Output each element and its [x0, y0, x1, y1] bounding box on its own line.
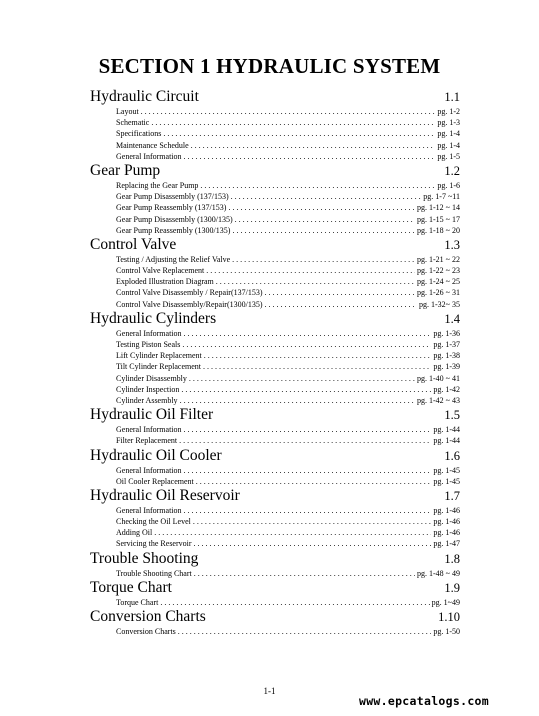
- toc-entry[interactable]: [90, 287, 460, 298]
- entry-page: pg. 1-12 ~ 14: [417, 203, 460, 213]
- toc-entry[interactable]: [90, 299, 460, 310]
- toc-section: [90, 608, 460, 637]
- toc-entry[interactable]: [90, 117, 460, 128]
- section-title: Hydraulic Oil Filter: [90, 406, 214, 424]
- toc-section: [90, 310, 460, 406]
- entry-page: pg. 1-32~ 35: [419, 299, 460, 309]
- entry-label: Replacing the Gear Pump: [116, 180, 199, 190]
- entry-page: pg. 1-22 ~ 23: [417, 266, 460, 276]
- section-title: Hydraulic Oil Cooler: [90, 446, 222, 464]
- section-heading[interactable]: [90, 310, 460, 328]
- section-number: 1.2: [444, 163, 460, 178]
- page-title: SECTION 1 HYDRAULIC SYSTEM: [98, 54, 441, 78]
- dot-leader: [196, 476, 432, 487]
- section-heading[interactable]: [90, 447, 460, 465]
- entry-page: pg. 1-40 ~ 41: [417, 373, 460, 383]
- entry-label: Schematic: [116, 118, 150, 128]
- section-heading[interactable]: [90, 608, 460, 626]
- dot-leader: [194, 568, 415, 579]
- dot-leader: [184, 328, 432, 339]
- entry-page: pg. 1-4: [437, 140, 460, 150]
- entry-page: pg. 1-48 ~ 49: [417, 568, 460, 578]
- entry-page: pg. 1-45: [433, 476, 460, 486]
- section-number: 1.8: [444, 551, 460, 566]
- entry-label: General Information: [116, 465, 182, 475]
- entry-label: Layout: [116, 107, 139, 116]
- entry-page: pg. 1-39: [433, 362, 460, 372]
- section-number: 1.7: [444, 488, 460, 503]
- entry-label: Lift Cylinder Replacement: [116, 351, 202, 361]
- section-title: Hydraulic Circuit: [90, 88, 199, 105]
- dot-leader: [179, 435, 431, 446]
- toc-entry[interactable]: [90, 505, 460, 516]
- entry-page: pg. 1-6: [437, 180, 460, 190]
- toc-entry[interactable]: [90, 339, 460, 350]
- section-number: 1.9: [444, 580, 460, 595]
- entry-label: Cylinder Assembly: [116, 395, 178, 405]
- section-title: Trouble Shooting: [90, 549, 199, 567]
- toc-entry[interactable]: [90, 151, 460, 162]
- entry-label: Servicing the Reservoir: [116, 539, 192, 549]
- dot-leader: [265, 287, 416, 298]
- entry-page: pg. 1-21 ~ 22: [417, 254, 460, 264]
- toc-entry[interactable]: [90, 180, 460, 191]
- section-title: Gear Pump: [90, 161, 161, 179]
- section-title: Torque Chart: [90, 578, 172, 596]
- section-heading[interactable]: [90, 162, 460, 180]
- toc-entry[interactable]: [90, 568, 460, 579]
- entry-label: Control Valve Replacement: [116, 266, 205, 276]
- dot-leader: [163, 128, 435, 139]
- entry-label: Torque Chart: [116, 597, 159, 607]
- entry-page: pg. 1-46: [433, 505, 460, 515]
- dot-leader: [182, 339, 431, 350]
- entry-label: General Information: [116, 505, 182, 515]
- section-heading[interactable]: [90, 579, 460, 597]
- entry-page: pg. 1-5: [437, 151, 460, 161]
- toc-entry[interactable]: [90, 465, 460, 476]
- entry-label: Control Valve Disassembly/Repair(1300/135): [116, 299, 263, 309]
- dot-leader: [184, 505, 432, 516]
- section-title: Control Valve: [90, 235, 177, 253]
- entry-page: pg. 1-2: [437, 107, 460, 116]
- entry-label: Gear Pump Disassembly (137/153): [116, 192, 229, 202]
- entry-label: Oil Cooler Replacement: [116, 476, 194, 486]
- entry-page: pg. 1-24 ~ 25: [417, 277, 460, 287]
- entry-label: Testing / Adjusting the Relief Valve: [116, 254, 231, 264]
- entry-page: pg. 1-3: [437, 118, 460, 128]
- entry-page: pg. 1-46: [433, 528, 460, 538]
- toc-section: [90, 406, 460, 446]
- toc-section: [90, 487, 460, 550]
- toc-section: [90, 162, 460, 236]
- entry-page: pg. 1~49: [431, 597, 460, 607]
- toc-entry[interactable]: [90, 276, 460, 287]
- toc-entry[interactable]: [90, 395, 460, 406]
- dot-leader: [204, 350, 432, 361]
- dot-leader: [265, 299, 418, 310]
- section-title: Conversion Charts: [90, 608, 206, 625]
- entry-page: pg. 1-4: [437, 129, 460, 139]
- dot-leader: [216, 276, 415, 287]
- dot-leader: [203, 361, 431, 372]
- toc-entry[interactable]: [90, 597, 460, 608]
- dot-leader: [141, 106, 436, 117]
- section-number: 1.10: [438, 610, 460, 624]
- page-number: 1-1: [263, 686, 276, 696]
- entry-page: pg. 1-44: [433, 436, 460, 446]
- toc-entry[interactable]: [90, 191, 460, 202]
- entry-label: Maintenance Schedule: [116, 140, 189, 150]
- entry-label: Adding Oil: [116, 528, 153, 538]
- entry-label: Testing Piston Seals: [116, 340, 181, 349]
- entry-page: pg. 1-42: [433, 384, 460, 394]
- entry-label: Filter Replacement: [116, 436, 178, 446]
- toc-entry[interactable]: [90, 476, 460, 487]
- section-title: Hydraulic Cylinders: [90, 309, 217, 327]
- dot-leader: [184, 465, 432, 476]
- toc-entry[interactable]: [90, 265, 460, 276]
- toc-entry[interactable]: [90, 350, 460, 361]
- entry-label: Checking the Oil Level: [116, 517, 191, 527]
- dot-leader: [232, 225, 415, 236]
- section-number: 1.1: [444, 90, 460, 104]
- entry-label: Control Valve Disassembly / Repair(137/153): [116, 288, 263, 298]
- entry-page: pg. 1-38: [433, 351, 460, 361]
- dot-leader: [235, 214, 415, 225]
- entry-page: pg. 1-45: [433, 465, 460, 475]
- dot-leader: [228, 202, 415, 213]
- toc-entry[interactable]: [90, 424, 460, 435]
- section-number: 1.4: [444, 311, 460, 326]
- toc-entry[interactable]: [90, 626, 460, 637]
- dot-leader: [160, 597, 429, 608]
- entry-label: Gear Pump Reassembly (137/153): [116, 203, 227, 213]
- section-heading[interactable]: [90, 550, 460, 568]
- dot-leader: [189, 373, 415, 384]
- entry-label: Gear Pump Disassembly (1300/135): [116, 214, 233, 224]
- toc-section: [90, 579, 460, 608]
- dot-leader: [194, 538, 432, 549]
- section-heading[interactable]: [90, 406, 460, 424]
- toc-entry[interactable]: [90, 435, 460, 446]
- toc-entry[interactable]: [90, 516, 460, 527]
- watermark: www.epcatalogs.com: [358, 694, 489, 708]
- entry-page: pg. 1-44: [433, 425, 460, 435]
- entry-page: pg. 1-47: [433, 539, 460, 549]
- toc-entry[interactable]: [90, 328, 460, 339]
- toc-entry[interactable]: [90, 384, 460, 395]
- entry-label: Gear Pump Reassembly (1300/135): [116, 225, 231, 235]
- section-number: 1.3: [444, 237, 460, 252]
- entry-page: pg. 1-36: [433, 328, 460, 338]
- section-number: 1.6: [444, 448, 460, 463]
- dot-leader: [154, 527, 431, 538]
- entry-label: General Information: [116, 151, 182, 161]
- toc-entry[interactable]: [90, 527, 460, 538]
- table-of-contents: [90, 88, 460, 637]
- dot-leader: [191, 140, 436, 151]
- dot-leader: [184, 151, 436, 162]
- entry-label: General Information: [116, 425, 182, 435]
- entry-label: Exploded Illustration Diagram: [116, 277, 214, 287]
- toc-entry[interactable]: [90, 373, 460, 384]
- dot-leader: [232, 254, 415, 265]
- entry-page: pg. 1-15 ~ 17: [417, 214, 460, 224]
- entry-page: pg. 1-46: [433, 517, 460, 527]
- toc-entry[interactable]: [90, 106, 460, 117]
- toc-entry[interactable]: [90, 214, 460, 225]
- toc-section: [90, 447, 460, 487]
- section-heading[interactable]: [90, 487, 460, 505]
- toc-section: [90, 88, 460, 162]
- toc-entry[interactable]: [90, 202, 460, 213]
- entry-page: pg. 1-42 ~ 43: [417, 395, 460, 405]
- entry-label: Cylinder Inspection: [116, 384, 180, 394]
- dot-leader: [184, 424, 432, 435]
- section-heading[interactable]: [90, 236, 460, 254]
- toc-entry[interactable]: [90, 361, 460, 372]
- dot-leader: [206, 265, 415, 276]
- dot-leader: [151, 117, 435, 128]
- entry-label: Conversion Charts: [116, 627, 176, 636]
- entry-label: General Information: [116, 328, 182, 338]
- entry-page: pg. 1-26 ~ 31: [417, 288, 460, 298]
- entry-page: pg. 1-7 ~11: [423, 192, 460, 202]
- dot-leader: [178, 626, 432, 637]
- entry-page: pg. 1-50: [433, 627, 460, 636]
- section-heading[interactable]: [90, 88, 460, 106]
- toc-section: [90, 550, 460, 579]
- dot-leader: [180, 395, 415, 406]
- toc-entry[interactable]: [90, 254, 460, 265]
- entry-label: Cylinder Disassembly: [116, 373, 187, 383]
- toc-entry[interactable]: [90, 140, 460, 151]
- section-title: Hydraulic Oil Reservoir: [90, 486, 240, 504]
- entry-label: Tilt Cylinder Replacement: [116, 362, 202, 372]
- dot-leader: [193, 516, 431, 527]
- dot-leader: [181, 384, 431, 395]
- entry-page: pg. 1-18 ~ 20: [417, 225, 460, 235]
- dot-leader: [231, 191, 422, 202]
- entry-page: pg. 1-37: [433, 340, 460, 349]
- toc-entry[interactable]: [90, 538, 460, 549]
- toc-entry[interactable]: [90, 128, 460, 139]
- entry-label: Specifications: [116, 129, 162, 139]
- entry-label: Trouble Shooting Chart: [116, 568, 192, 578]
- toc-entry[interactable]: [90, 225, 460, 236]
- toc-section: [90, 236, 460, 310]
- section-number: 1.5: [444, 408, 460, 423]
- dot-leader: [200, 180, 435, 191]
